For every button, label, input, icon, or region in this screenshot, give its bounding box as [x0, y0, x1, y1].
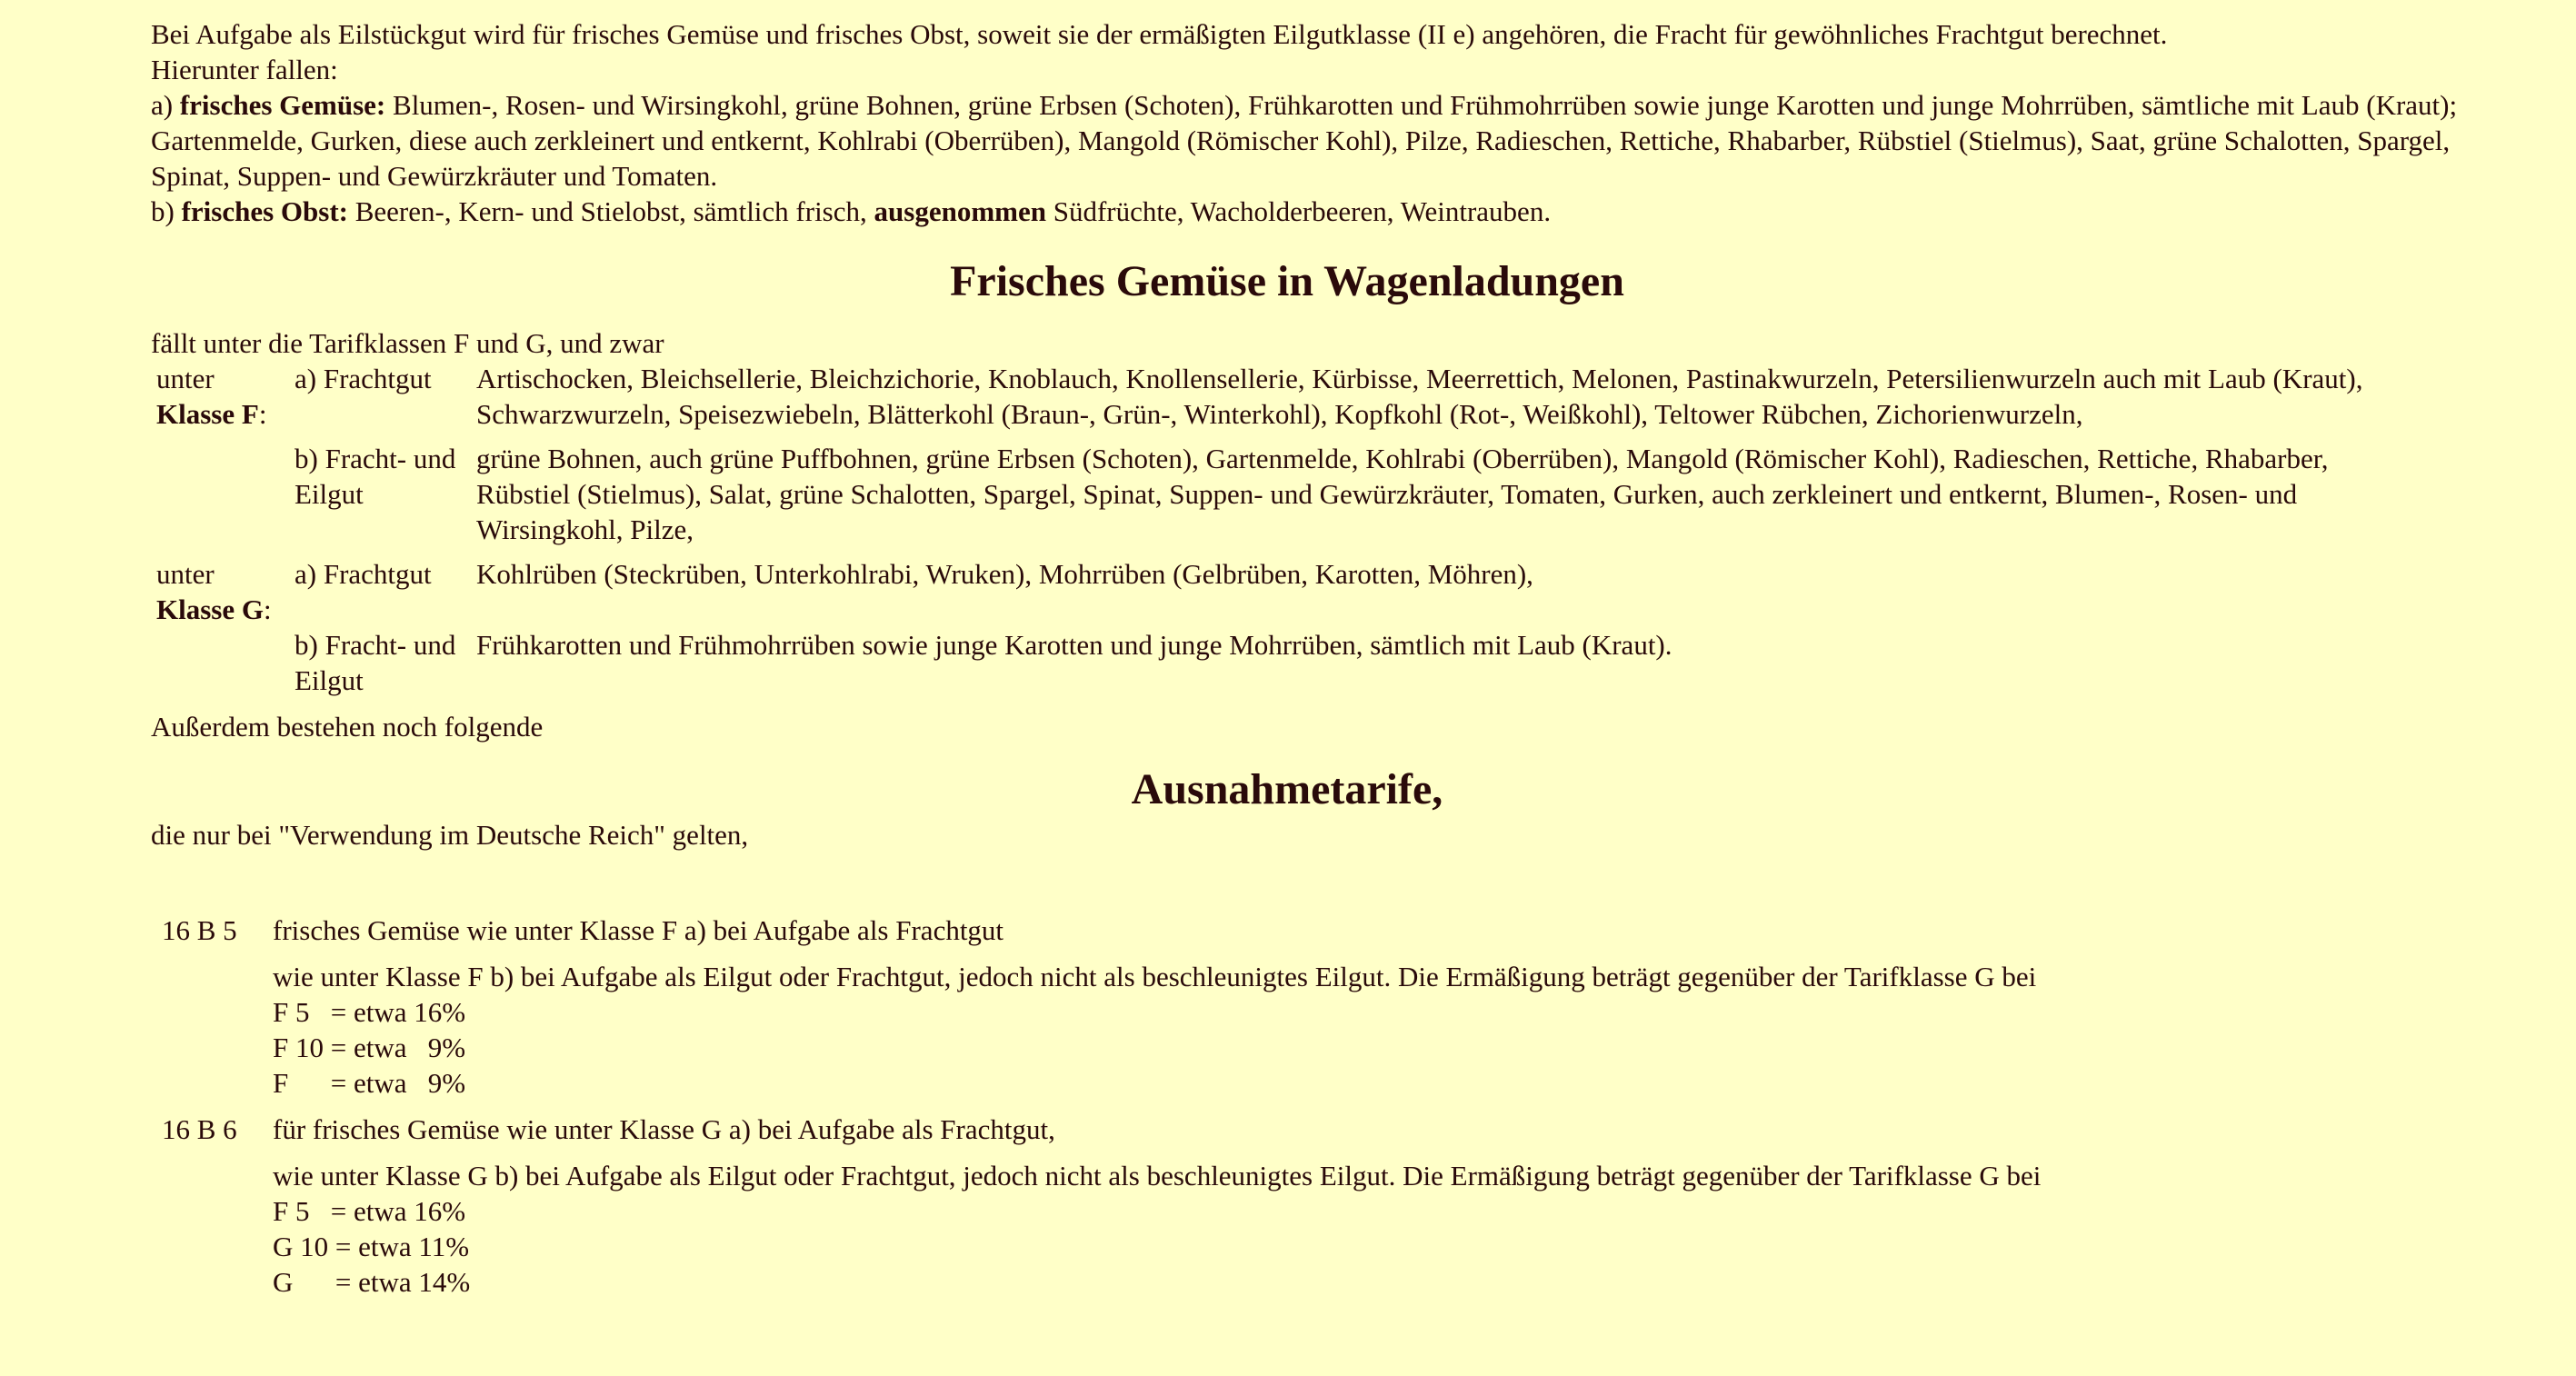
intro-line-1: Bei Aufgabe als Eilstückgut wird für frisches Gemüse und frisches Obst, soweit sie der ermäßigten Eilgutklasse (II e) angehören, die Fracht für gewöhnliches Frachtgut berechnet. — [151, 18, 2168, 50]
klasse-f-row-a — [151, 361, 2418, 441]
klasse-g-row-b — [151, 627, 2418, 698]
intro-a-bold: frisches Gemüse: — [179, 89, 386, 121]
ausnahme-subtitle: die nur bei "Verwendung im Deutsche Reich" gelten, — [151, 819, 749, 851]
intro-a-prefix: a) — [151, 89, 180, 121]
klasse-f-label: Klasse F — [156, 398, 259, 430]
klasse-g-b-items: Frühkarotten und Frühmohrrüben sowie junge Karotten und junge Mohrrüben, sämtlich mit Laub (Kraut). — [476, 629, 1672, 661]
tarif-code: 16 B 6 — [162, 1113, 237, 1145]
tarif-line-b: wie unter Klasse F b) bei Aufgabe als Eilgut oder Frachtgut, jedoch nicht als beschleunigtes Eilgut. Die Ermäßigung beträgt gegenüber der Tarifklasse G bei — [273, 961, 2037, 992]
klasse-f-row-b — [151, 441, 2418, 556]
klasse-f-b-type: b) Fracht- und Eilgut — [295, 443, 456, 510]
klasse-g-b-type: b) Fracht- und Eilgut — [295, 629, 456, 696]
heading-ausnahmetarife: Ausnahmetarife, — [1131, 765, 1443, 813]
tarif-detail — [273, 959, 2514, 1101]
klasse-g-label: Klasse G — [156, 593, 264, 625]
heading-wagonloads: Frisches Gemüse in Wagenladungen — [950, 257, 1624, 305]
tarif-line-a: für frisches Gemüse wie unter Klasse G a) bei Aufgabe als Frachtgut, — [273, 1113, 1055, 1145]
klasse-f-b-items: grüne Bohnen, auch grüne Puffbohnen, grüne Erbsen (Schoten), Gartenmelde, Kohlrabi (Oberrüben), Mangold (Römischer Kohl), Radieschen, Rettiche, Rhabarber, Rübstiel (Stielmus), Salat, grüne Schalotten, Spargel, Spinat, Suppen- und Gewürzkräuter, Tomaten, Gurken, auch zerkleinert und entkernt, Blumen-, Rosen- und Wirsingkohl, Pilze, — [476, 443, 2329, 545]
tarif-rate: F 5 = etwa 16% — [273, 996, 466, 1028]
intro-b-bold: frisches Obst: — [181, 195, 348, 227]
tarif-rate: F = etwa 9% — [273, 1067, 466, 1099]
klasse-g-colon: : — [263, 593, 272, 625]
intro-b-text-2: Südfrüchte, Wacholderbeeren, Weintrauben. — [1045, 195, 1552, 227]
intro-item-a — [151, 87, 2514, 194]
tarif-line-b: wie unter Klasse G b) bei Aufgabe als Eilgut oder Frachtgut, jedoch nicht als beschleunigtes Eilgut. Die Ermäßigung beträgt gegenüber der Tarifklasse G bei — [273, 1160, 2042, 1192]
tarif-16b6 — [151, 1112, 2514, 1300]
ausserdem-text: Außerdem bestehen noch folgende — [151, 711, 544, 743]
tarif-rate: G = etwa 14% — [273, 1266, 471, 1298]
tarif-line-a: frisches Gemüse wie unter Klasse F a) bei Aufgabe als Frachtgut — [273, 914, 1004, 946]
tarif-rate: G 10 = etwa 11% — [273, 1231, 470, 1262]
tarif-code: 16 B 5 — [162, 914, 237, 946]
klasse-f-a-type: a) Frachtgut — [295, 363, 432, 394]
document-page — [151, 16, 2514, 1300]
klasse-f-a-items: Artischocken, Bleichsellerie, Bleichzichorie, Knoblauch, Knollensellerie, Kürbisse, Meerrettich, Melonen, Pastinakwurzeln, Petersilienwurzeln auch mit Laub (Kraut), Schwarzwurzeln, Speisezwiebeln, Blätterkohl (Braun-, Grün-, Winterkohl), Kopfkohl (Rot-, Weißkohl), Teltower Rübchen, Zichorienwurzeln, — [476, 363, 2363, 430]
klasse-g-a-type: a) Frachtgut — [295, 558, 432, 590]
intro-b-prefix: b) — [151, 195, 182, 227]
intro-a-text: Blumen-, Rosen- und Wirsingkohl, grüne Bohnen, grüne Erbsen (Schoten), Frühkarotten und Frühmohrrüben sowie junge Karotten und junge Mohrrüben, sämtliche mit Laub (Kraut); Gartenmelde, Gurken, diese auch zerkleinert und entkernt, Kohlrabi (Oberrüben), Mangold (Römischer Kohl), Pilze, Radieschen, Rettiche, Rhabarber, Rübstiel (Stielmus), Saat, grüne Schalotten, Spargel, Spinat, Suppen- und Gewürzkräuter und Tomaten. — [151, 89, 2458, 192]
intro-b-bold-2: ausgenommen — [874, 195, 1046, 227]
klasse-g-unter: unter — [156, 558, 215, 590]
klassen-table — [151, 361, 2418, 698]
tarif-detail — [273, 1158, 2514, 1300]
klasse-f-label-cell — [151, 361, 289, 441]
tarif-rate: F 5 = etwa 16% — [273, 1195, 466, 1227]
intro-line-2: Hierunter fallen: — [151, 54, 338, 85]
tarif-16b5 — [151, 912, 2514, 1101]
klasse-f-colon: : — [258, 398, 267, 430]
klasse-g-a-items: Kohlrüben (Steckrüben, Unterkohlrabi, Wruken), Mohrrüben (Gelbrüben, Karotten, Möhren), — [476, 558, 1533, 590]
tarif-rate: F 10 = etwa 9% — [273, 1032, 466, 1063]
intro-item-b — [151, 194, 2514, 229]
klasse-f-unter: unter — [156, 363, 215, 394]
tarif-intro: fällt unter die Tarifklassen F und G, und zwar — [151, 327, 664, 359]
intro-b-text-1: Beeren-, Kern- und Stielobst, sämtlich frisch, — [347, 195, 874, 227]
klasse-g-label-cell — [151, 556, 289, 627]
klasse-g-row-a — [151, 556, 2418, 627]
